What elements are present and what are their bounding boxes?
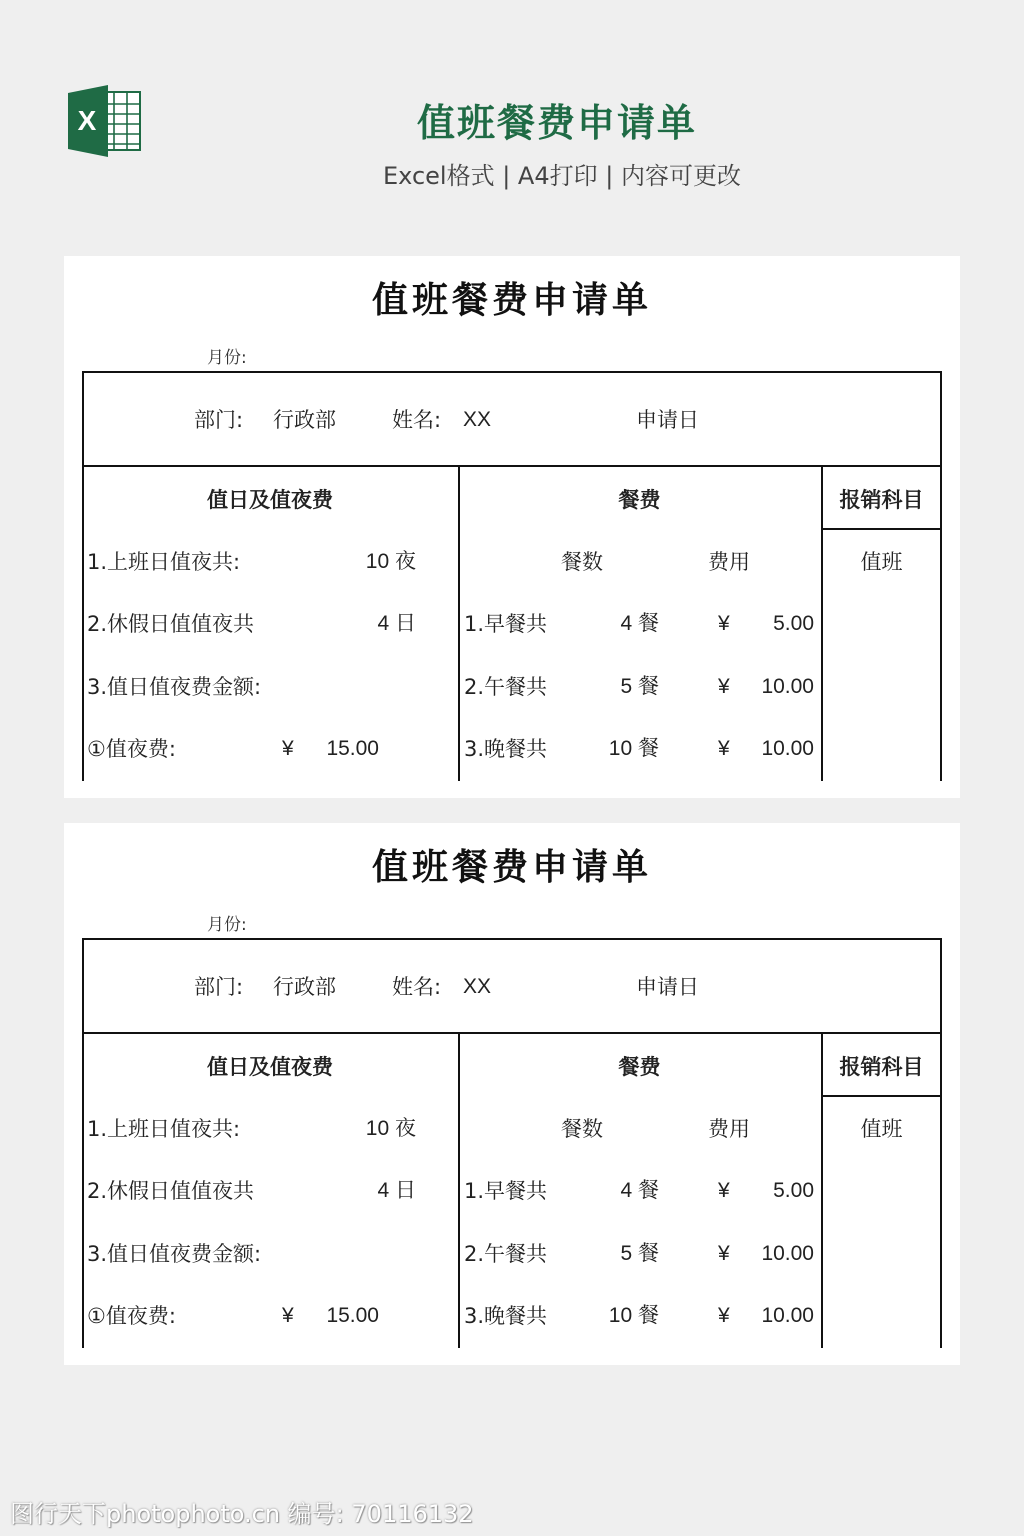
meal-cost-header: 费用 <box>708 550 750 574</box>
excel-icon-letter: X <box>77 105 97 136</box>
duty-row-value: 4 日 <box>377 612 416 635</box>
form-sheet-2 <box>64 823 960 1365</box>
meal-row-label: 1.早餐共 <box>464 1179 548 1203</box>
table-border-left <box>82 938 84 1348</box>
account-value: 值班 <box>860 550 903 574</box>
meal-row-amount: 10.00 <box>761 1304 814 1327</box>
meal-row-amount: 5.00 <box>773 1179 814 1202</box>
table-border-top <box>82 371 942 373</box>
meal-row-label: 2.午餐共 <box>464 675 548 699</box>
name-label: 姓名: <box>392 408 442 432</box>
section-duty-header: 值日及值夜费 <box>207 488 333 512</box>
duty-row-label: 2.休假日值值夜共 <box>87 612 255 636</box>
duty-row-label: ①值夜费: <box>87 737 176 761</box>
section-meal-header: 餐费 <box>618 1055 661 1079</box>
section-account-header: 报销科目 <box>839 488 924 512</box>
table-divider <box>82 465 942 467</box>
duty-amount: 15.00 <box>326 737 379 760</box>
meal-row-label: 3.晚餐共 <box>464 737 548 761</box>
name-label: 姓名: <box>392 975 442 999</box>
meal-row-count: 5 餐 <box>620 675 659 698</box>
dept-value: 行政部 <box>273 975 336 999</box>
currency-symbol: ¥ <box>718 737 730 760</box>
section-account-header: 报销科目 <box>839 1055 924 1079</box>
section-meal-header: 餐费 <box>618 488 661 512</box>
duty-row-label: 1.上班日值夜共: <box>87 550 241 574</box>
currency-symbol: ¥ <box>718 1179 730 1202</box>
meal-count-header: 餐数 <box>561 550 603 574</box>
duty-row-value: 10 夜 <box>365 550 416 573</box>
table-divider <box>821 528 942 530</box>
dept-label: 部门: <box>194 975 244 999</box>
meal-row-amount: 5.00 <box>773 612 814 635</box>
dept-label: 部门: <box>194 408 244 432</box>
meal-row-count: 5 餐 <box>620 1242 659 1265</box>
meal-row-label: 2.午餐共 <box>464 1242 548 1266</box>
section-duty-header: 值日及值夜费 <box>207 1055 333 1079</box>
page-subtitle: Excel格式 | A4打印 | 内容可更改 <box>383 162 741 190</box>
table-divider <box>821 1095 942 1097</box>
table-border-right <box>940 938 942 1348</box>
meal-row-count: 4 餐 <box>620 612 659 635</box>
table-border-right <box>940 371 942 781</box>
duty-row-value: 10 夜 <box>365 1117 416 1140</box>
currency-symbol: ¥ <box>718 1304 730 1327</box>
duty-row-label: 3.值日值夜费金额: <box>87 675 262 699</box>
table-border-top <box>82 938 942 940</box>
form-sheet-1 <box>64 256 960 798</box>
table-divider <box>82 1032 942 1034</box>
duty-row-label: 1.上班日值夜共: <box>87 1117 241 1141</box>
currency-symbol: ¥ <box>718 675 730 698</box>
currency-symbol: ¥ <box>282 737 294 760</box>
meal-count-header: 餐数 <box>561 1117 603 1141</box>
meal-row-count: 10 餐 <box>608 1304 659 1327</box>
duty-amount: 15.00 <box>326 1304 379 1327</box>
currency-symbol: ¥ <box>718 612 730 635</box>
meal-cost-header: 费用 <box>708 1117 750 1141</box>
duty-row-label: ①值夜费: <box>87 1304 176 1328</box>
name-value: XX <box>463 975 492 998</box>
month-label: 月份: <box>207 915 247 935</box>
meal-row-amount: 10.00 <box>761 737 814 760</box>
form-table <box>82 938 942 1348</box>
apply-date-label: 申请日 <box>636 975 699 999</box>
meal-row-label: 3.晚餐共 <box>464 1304 548 1328</box>
watermark: 图行天下photophoto.cn 编号: 70116132 <box>10 1500 474 1528</box>
form-title: 值班餐费申请单 <box>371 846 652 888</box>
meal-row-amount: 10.00 <box>761 675 814 698</box>
duty-row-label: 2.休假日值值夜共 <box>87 1179 255 1203</box>
form-title: 值班餐费申请单 <box>371 279 652 321</box>
currency-symbol: ¥ <box>718 1242 730 1265</box>
month-label: 月份: <box>207 348 247 368</box>
meal-row-count: 10 餐 <box>608 737 659 760</box>
meal-row-amount: 10.00 <box>761 1242 814 1265</box>
duty-row-value: 4 日 <box>377 1179 416 1202</box>
meal-row-count: 4 餐 <box>620 1179 659 1202</box>
form-table <box>82 371 942 781</box>
duty-row-label: 3.值日值夜费金额: <box>87 1242 262 1266</box>
dept-value: 行政部 <box>273 408 336 432</box>
currency-symbol: ¥ <box>282 1304 294 1327</box>
page-title: 值班餐费申请单 <box>416 101 697 145</box>
name-value: XX <box>463 408 492 431</box>
apply-date-label: 申请日 <box>636 408 699 432</box>
meal-row-label: 1.早餐共 <box>464 612 548 636</box>
table-border-left <box>82 371 84 781</box>
account-value: 值班 <box>860 1117 903 1141</box>
